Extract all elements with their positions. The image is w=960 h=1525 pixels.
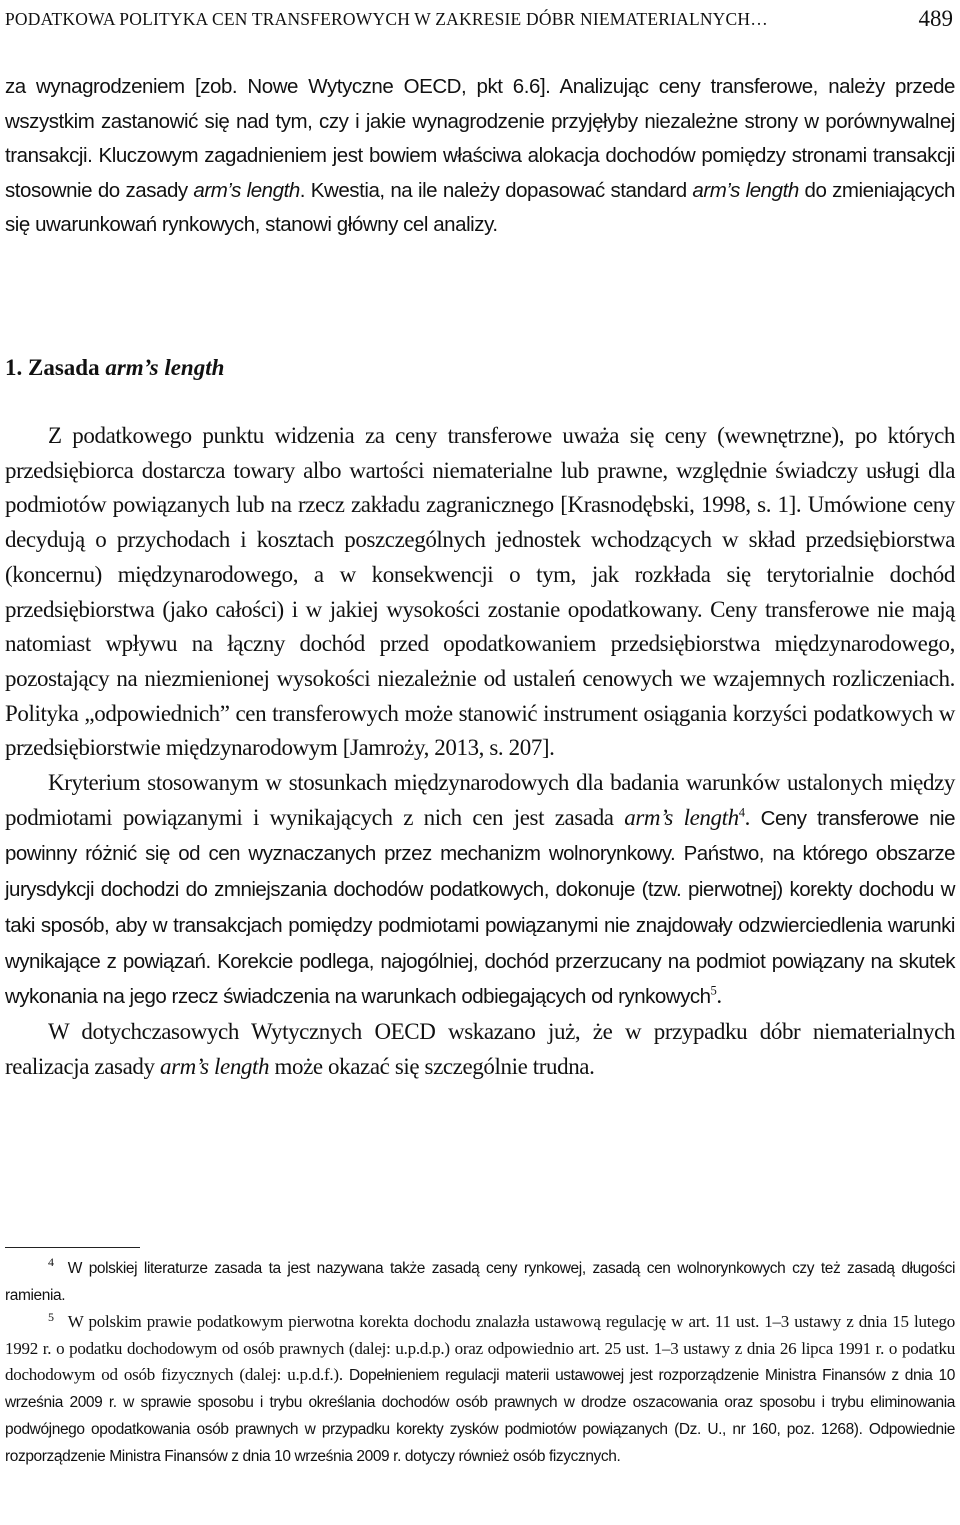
- footnote-text: W polskim prawie podatkowym pierwotna korekta dochodu znalazła ustawową regulację w art. 11 ust. 1–3 ustawy z dnia 15 lutego 1992 r. o podatku dochodowym od osób prawnych (dalej: u.p.d.p.) oraz odpowiednio art. 25 ust. 1–3 ustawy z dnia 26 lipca 1991 r. o podatku dochodowym od osób fizycznych (dalej: u.p.d.f.).: [5, 1312, 955, 1384]
- body-p2-text-3: .: [716, 983, 722, 1009]
- section-heading: [5, 355, 224, 381]
- intro-paragraph: [5, 70, 955, 243]
- section-number-label: 1. Zasada: [5, 355, 106, 380]
- footnote-4: [5, 1255, 955, 1309]
- intro-term-2: arm’s length: [692, 178, 799, 202]
- body-paragraph-3: [5, 1015, 955, 1084]
- section-body: [5, 419, 955, 1084]
- running-title: PODATKOWA POLITYKA CEN TRANSFEROWYCH W ZAKRESIE DÓBR NIEMATERIALNYCH…: [5, 8, 768, 29]
- intro-text-1: za wynagrodzeniem [zob. Nowe Wytyczne OECD, pkt 6.6]. Analizując ceny transferowe, należy przede wszystkim zastanowić się nad tym, czy i jakie wynagrodzenie przyjęłyby niezależne strony w porównywalnej transakcji. Kluczowym zagadnieniem jest bowiem właściwa alokacja dochodów pomiędzy stronami transakcji stosownie do zasady: [5, 75, 955, 202]
- footnote-ref-4[interactable]: 4: [738, 805, 745, 820]
- body-p2-text-2: .: [744, 804, 761, 830]
- body-p3-text-2: może okazać się szczególnie trudna.: [269, 1053, 595, 1079]
- section-term: arm’s length: [105, 355, 225, 380]
- body-paragraph-1: Z podatkowego punktu widzenia za ceny transferowe uważa się ceny (wewnętrzne), po których przedsiębiorca dostarcza towary albo wartości niematerialne lub prawne, względnie świadczy usługi dla podmiotów powiązanych lub na rzecz zakładu zagranicznego [Krasnodębski, 1998, s. 1]. Umówione ceny decydują o przychodach i kosztach poszczególnych jednostek wchodzących w skład przedsiębiorstwa (koncernu) międzynarodowego, a w konsekwencji o tym, jak rozkłada się terytorialnie dochód przedsiębiorstwa (jako całości) i w jakiej wysokości zostanie opodatkowany. Ceny transferowe nie mają natomiast wpływu na łączny dochód przed opodatkowaniem przedsiębiorstwa międzynarodowego, pozostający na niezmienionej wysokości niezależnie od ustaleń cenowych we wzajemnych rozliczeniach. Polityka „odpowiednich” cen transferowych może stanowić instrument osiągania korzyści podatkowych w przedsiębiorstwie międzynarodowym [Jamroży, 2013, s. 207].: [5, 423, 955, 761]
- footnotes: [5, 1255, 955, 1471]
- body-p2-term: arm’s length: [624, 804, 739, 830]
- intro-text-2: . Kwestia, na ile należy dopasować standard: [299, 178, 693, 202]
- footnote-text: W polskiej literaturze zasada ta jest nazywana także zasadą ceny rynkowej, zasadą cen wolnorynkowych czy też zasadą długości ramienia.: [5, 1260, 955, 1305]
- footnote-5: [5, 1309, 955, 1470]
- body-p2-text-1: Kryterium stosowanym w stosunkach międzynarodowych dla badania warunków ustalonych między podmiotami powiązanymi i wynikających z nich cen jest zasada: [5, 770, 955, 830]
- footnote-ref-5[interactable]: 5: [710, 983, 717, 998]
- footnote-divider: [5, 1247, 140, 1248]
- footnote-mark: 5: [48, 1309, 54, 1324]
- body-p2-sans-text: Ceny transferowe nie powinny różnić się od cen wyznaczanych przez mechanizm wolnorynkowy. Państwo, na którego obszarze jurysdykcji dochodzi do zmniejszania dochodów podatkowych, dokonuje (tzw. pierwotnej) korekty dochodu w taki sposób, aby w transakcjach pomiędzy podmiotami powiązanymi nie znajdowały odzwierciedlenia warunki wynikające z powiązań. Korekcie podlega, najogólniej, dochód przerzucany na podmiot powiązany na skutek wykonania na jego rzecz świadczenia na warunkach odbiegających od rynkowych: [5, 806, 955, 1009]
- page-number: 489: [918, 6, 953, 31]
- intro-term-1: arm’s length: [193, 178, 300, 202]
- running-header: [5, 4, 955, 34]
- footnote-mark: 4: [48, 1255, 54, 1270]
- body-paragraph-2: [5, 766, 955, 1015]
- intro-text-3: do zmieniających się uwarunkowań rynkowych, stanowi główny cel analizy.: [5, 178, 956, 237]
- footnote-text-sans: Dopełnieniem regulacji materii ustawowej jest rozporządzenie Ministra Finansów z dnia 10 września 2009 r. w sprawie sposobu i trybu określania dochodów osób prawnych w drodze oszacowania oraz sposobu i trybu eliminowania podwójnego opodatkowania osób prawnych w przypadku korekty zysków podmiotów powiązanych (Dz. U., nr 160, poz. 1268). Odpowiednie rozporządzenie Ministra Finansów z dnia 10 września 2009 r. dotyczy również osób fizycznych.: [5, 1366, 955, 1466]
- body-p3-term: arm’s length: [159, 1053, 270, 1079]
- body-p3-text-1: W dotychczasowych Wytycznych OECD wskazano już, że w przypadku dóbr niematerialnych realizacja zasady: [5, 1018, 955, 1079]
